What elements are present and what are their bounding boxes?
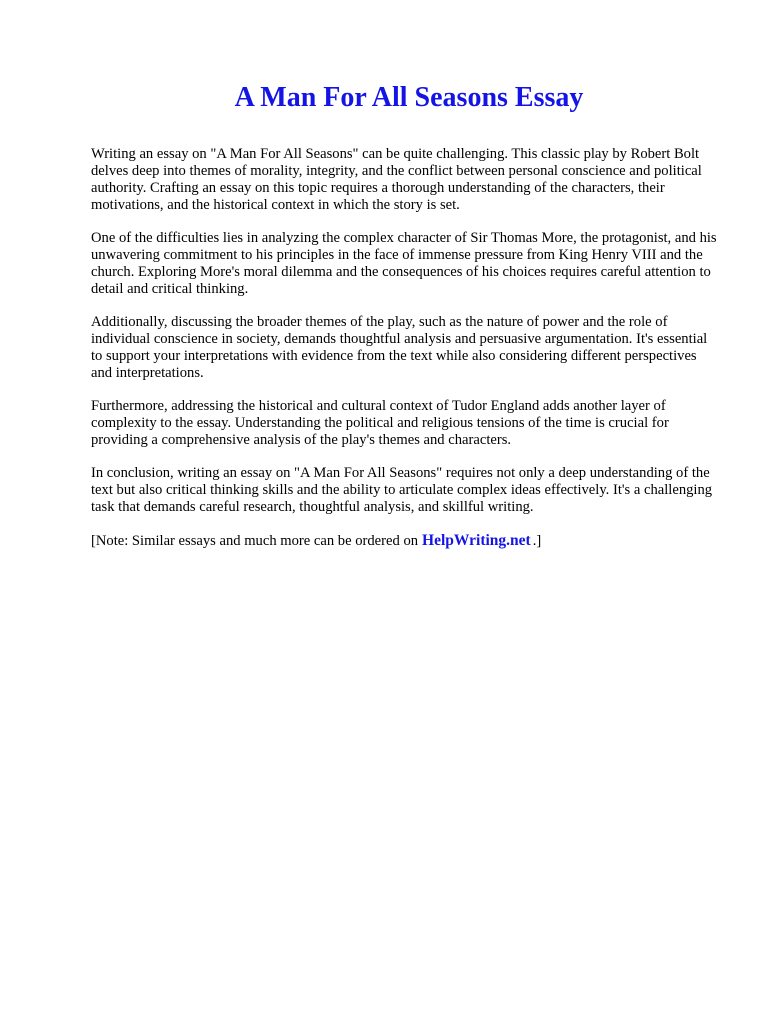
paragraph-5: In conclusion, writing an essay on "A Man For All Seasons" requires not only a deep understanding of the text but also critical thinking skills and the ability to articulate complex ideas effectively. It's a challenging task that demands careful research, thoughtful analysis, and skillful writing.: [91, 465, 713, 515]
note-paragraph: [91, 532, 721, 550]
helpwriting-link[interactable]: HelpWriting.net: [422, 532, 531, 549]
note-suffix: .]: [532, 533, 542, 549]
paragraph-1: Writing an essay on "A Man For All Seasons" can be quite challenging. This classic play by Robert Bolt delves deep into themes of morality, integrity, and the conflict between personal conscience and political authority. Crafting an essay on this topic requires a thorough understanding of the characters, their motivations, and the historical context in which the story is set.: [91, 146, 702, 213]
paragraph-3: Additionally, discussing the broader themes of the play, such as the nature of power and the role of individual conscience in society, demands thoughtful analysis and persuasive argumentation. It's essential to support your interpretations with evidence from the text while also considering different perspectives and interpretations.: [91, 314, 708, 381]
note-prefix: [Note: Similar essays and much more can be ordered on: [91, 533, 419, 549]
paragraph-4: Furthermore, addressing the historical and cultural context of Tudor England adds another layer of complexity to the essay. Understanding the political and religious tensions of the time is crucial for providing a comprehensive analysis of the play's themes and characters.: [91, 398, 669, 448]
document-title: A Man For All Seasons Essay: [234, 82, 584, 113]
document-body: [91, 146, 721, 566]
paragraph-2: One of the difficulties lies in analyzing the complex character of Sir Thomas More, the protagonist, and his unwavering commitment to his principles in the face of immense pressure from King Henry VIII and the church. Exploring More's moral dilemma and the consequences of his choices requires careful attention to detail and critical thinking.: [91, 230, 717, 297]
